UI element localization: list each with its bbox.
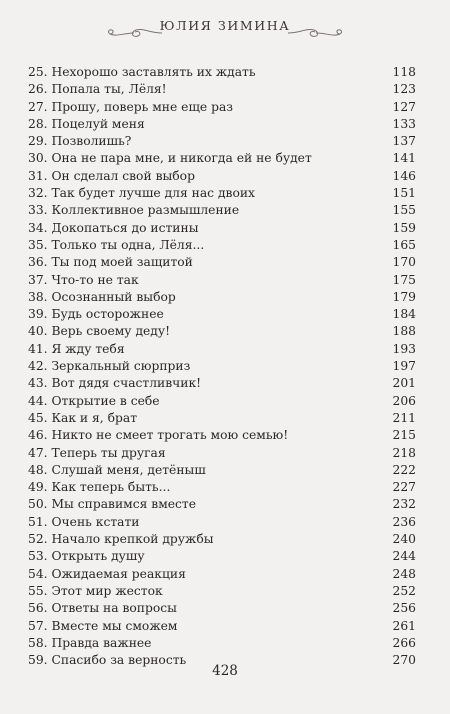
toc-entry-page: 141 xyxy=(392,151,416,166)
toc-entry-page: 170 xyxy=(392,255,416,270)
toc-entry-page: 270 xyxy=(392,653,416,668)
toc-entry-title: 59. Спасибо за верность xyxy=(28,653,187,668)
toc-entry-title: 56. Ответы на вопросы xyxy=(28,601,177,616)
toc-entry xyxy=(28,427,416,444)
toc-entry-page: 232 xyxy=(392,497,416,512)
toc-entry-page: 218 xyxy=(392,445,416,460)
toc-entry-title: 52. Начало крепкой дружбы xyxy=(28,532,214,547)
toc-entry-page: 123 xyxy=(392,82,416,97)
toc-entry xyxy=(28,323,416,340)
toc-entry-page: 215 xyxy=(392,428,416,443)
toc-entry xyxy=(28,64,416,81)
toc-entry xyxy=(28,220,416,237)
toc-entry xyxy=(28,531,416,548)
toc-entry-page: 127 xyxy=(392,99,416,114)
toc-entry xyxy=(28,150,416,167)
toc-entry xyxy=(28,237,416,254)
toc-entry-page: 165 xyxy=(392,237,416,252)
toc-entry-page: 248 xyxy=(392,566,416,581)
toc-entry xyxy=(28,341,416,358)
toc-entry xyxy=(28,548,416,565)
toc-entry-page: 240 xyxy=(392,532,416,547)
toc-entry-title: 55. Этот мир жесток xyxy=(28,583,163,598)
toc-entry-page: 252 xyxy=(392,583,416,598)
toc-entry xyxy=(28,600,416,617)
toc-entry xyxy=(28,202,416,219)
toc-entry xyxy=(28,168,416,185)
toc-entry xyxy=(28,185,416,202)
toc-entry-title: 33. Коллективное размышление xyxy=(28,203,240,218)
toc-entry xyxy=(28,116,416,133)
toc-entry xyxy=(28,566,416,583)
toc-entry-title: 46. Никто не смеет трогать мою семью! xyxy=(28,428,289,443)
toc-entry-page: 193 xyxy=(392,341,416,356)
toc-entry-page: 206 xyxy=(392,393,416,408)
toc-entry-title: 39. Будь осторожнее xyxy=(28,307,164,322)
toc-entry-title: 48. Слушай меня, детёныш xyxy=(28,462,206,477)
toc-entry-title: 28. Поцелуй меня xyxy=(28,116,145,131)
toc-entry-title: 54. Ожидаемая реакция xyxy=(28,566,186,581)
toc-entry-title: 37. Что-то не так xyxy=(28,272,139,287)
toc-entry xyxy=(28,289,416,306)
toc-entry-page: 118 xyxy=(392,65,416,79)
toc-entry-page: 236 xyxy=(392,514,416,529)
toc-entry-page: 179 xyxy=(392,289,416,304)
toc-entry-title: 57. Вместе мы сможем xyxy=(28,618,178,633)
toc-entry-page: 146 xyxy=(392,168,416,183)
toc-entry-page: 175 xyxy=(392,272,416,287)
toc-entry-title: 40. Верь своему деду! xyxy=(28,324,171,339)
toc-entry-title: 47. Теперь ты другая xyxy=(28,445,166,460)
toc-entry-page: 155 xyxy=(392,203,416,218)
toc-entry xyxy=(28,514,416,531)
toc-entry-page: 159 xyxy=(392,220,416,235)
toc-entry xyxy=(28,358,416,375)
toc-entry xyxy=(28,99,416,116)
toc-entry-page: 133 xyxy=(392,116,416,131)
toc-entry-page: 184 xyxy=(392,307,416,322)
toc-entry xyxy=(28,479,416,496)
running-header xyxy=(0,18,450,48)
toc-entry-page: 188 xyxy=(392,324,416,339)
toc-entry-page: 227 xyxy=(392,480,416,495)
toc-entry-title: 53. Открыть душу xyxy=(28,549,145,564)
toc-entry-title: 25. Нехорошо заставлять их ждать xyxy=(28,65,256,79)
toc-entry xyxy=(28,635,416,652)
toc-entry-title: 38. Осознанный выбор xyxy=(28,289,176,304)
toc-entry-page: 151 xyxy=(392,186,416,201)
toc-entry-page: 244 xyxy=(392,549,416,564)
toc-entry xyxy=(28,393,416,410)
toc-entry-title: 42. Зеркальный сюрприз xyxy=(28,359,191,374)
toc-entry-page: 137 xyxy=(392,134,416,149)
toc-entry xyxy=(28,618,416,635)
toc-entry xyxy=(28,445,416,462)
toc-entry-title: 49. Как теперь быть... xyxy=(28,480,171,495)
toc-entry-title: 32. Так будет лучше для нас двоих xyxy=(28,186,255,201)
toc-entry-title: 41. Я жду тебя xyxy=(28,341,125,356)
toc-entry xyxy=(28,133,416,150)
toc-entry xyxy=(28,583,416,600)
toc-entry xyxy=(28,375,416,392)
toc-entry-page: 197 xyxy=(392,359,416,374)
toc-entry xyxy=(28,254,416,271)
toc-entry-title: 29. Позволишь? xyxy=(28,134,132,149)
flourish-right-icon xyxy=(286,25,346,41)
toc-entry-title: 45. Как и я, брат xyxy=(28,410,137,425)
toc-entry-title: 35. Только ты одна, Лёля... xyxy=(28,237,205,252)
toc-entry-title: 44. Открытие в себе xyxy=(28,393,160,408)
toc-entry-page: 266 xyxy=(392,635,416,650)
toc-entry xyxy=(28,306,416,323)
toc-entry-title: 50. Мы справимся вместе xyxy=(28,497,197,512)
toc-entry xyxy=(28,496,416,513)
toc-entry-title: 51. Очень кстати xyxy=(28,514,140,529)
toc-entry-title: 43. Вот дядя счастливчик! xyxy=(28,376,202,391)
toc-entry xyxy=(28,81,416,98)
toc-entry-page: 211 xyxy=(392,410,416,425)
toc-entry-title: 58. Правда важнее xyxy=(28,635,152,650)
toc-entry-page: 261 xyxy=(392,618,416,633)
page-number: 428 xyxy=(212,663,238,679)
toc-entry-title: 31. Он сделал свой выбор xyxy=(28,168,195,183)
toc-entry-title: 30. Она не пара мне, и никогда ей не будет xyxy=(28,151,312,166)
author-name: ЮЛИЯ ЗИМИНА xyxy=(159,18,291,33)
toc-entry-title: 26. Попала ты, Лёля! xyxy=(28,82,167,97)
toc-entry-title: 36. Ты под моей защитой xyxy=(28,255,193,270)
table-of-contents xyxy=(28,64,416,669)
toc-entry-page: 222 xyxy=(392,462,416,477)
toc-entry xyxy=(28,462,416,479)
toc-entry xyxy=(28,410,416,427)
toc-entry-title: 34. Докопаться до истины xyxy=(28,220,199,235)
toc-entry-title: 27. Прошу, поверь мне еще раз xyxy=(28,99,233,114)
toc-entry xyxy=(28,272,416,289)
toc-entry-page: 256 xyxy=(392,601,416,616)
toc-entry-page: 201 xyxy=(392,376,416,391)
